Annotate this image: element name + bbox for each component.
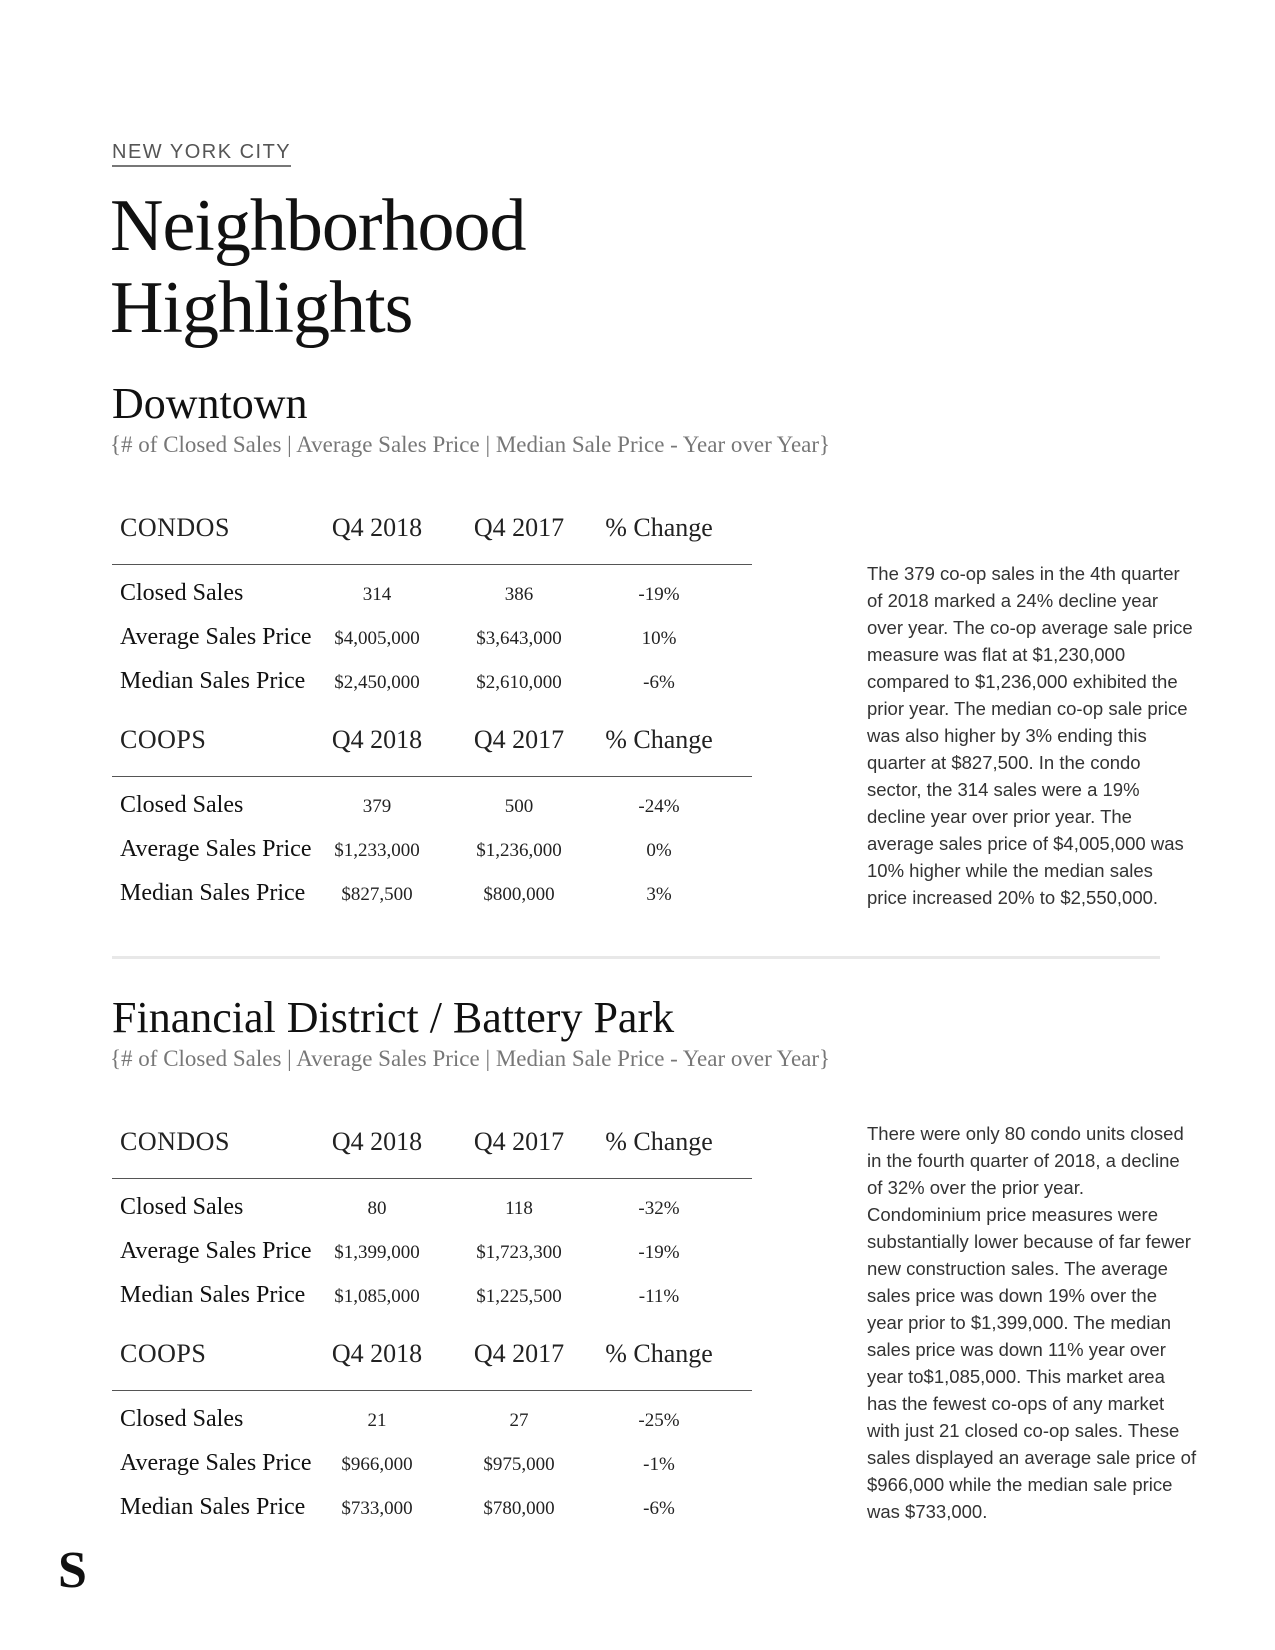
value-q4-2018: 314: [362, 584, 392, 605]
table-header: [112, 1121, 752, 1179]
value-q4-2018: $827,500: [341, 884, 413, 905]
table-row: [112, 1487, 752, 1531]
downtown-narrative: The 379 co-op sales in the 4th quarter of 2018 marked a 24% decline year over year. The co-op average sale price measure was flat at $1,230,000 compared to $1,236,000 exhibited the prior year. The median co-op sale price was also higher by 3% ending this quarter at $827,500. In the condo sector, the 314 sales were a 19% decline year over prior year. The average sales price of $4,005,000 was 10% higher while the median sales price increased 20% to $2,550,000.: [867, 563, 1193, 908]
value-change: -24%: [638, 796, 680, 817]
section-subtitle-downtown: {# of Closed Sales | Average Sales Price | Median Sale Price - Year over Year}: [110, 432, 831, 457]
table-category-label: CONDOS: [120, 1127, 230, 1156]
page-title: [110, 185, 526, 349]
value-q4-2017: 386: [504, 584, 534, 605]
value-change: -6%: [643, 1498, 675, 1519]
fidi-condos-table: [112, 1121, 752, 1319]
downtown-coops-table: [112, 719, 752, 917]
table-row: [112, 1275, 752, 1319]
table-row: [112, 617, 752, 661]
financial-district-narrative: There were only 80 condo units closed in the fourth quarter of 2018, a decline of 32% over the prior year. Condominium price measures were substantially lower because of far fewer new construction sales. The average sales price was down 19% over the year prior to $1,399,000. The median sales price was down 11% year over year to$1,085,000. This market area has the fewest co-ops of any market with just 21 closed co-op sales. These sales displayed an average sale price of $966,000 while the median sale price was $733,000.: [867, 1123, 1197, 1522]
table-row: [112, 1187, 752, 1231]
value-q4-2018: $1,085,000: [334, 1286, 420, 1307]
column-header-q4-2018: Q4 2018: [331, 1127, 423, 1156]
brand-logo: S: [58, 1542, 87, 1599]
value-q4-2018: 21: [367, 1410, 387, 1431]
row-label: Average Sales Price: [120, 1450, 312, 1476]
value-q4-2017: 500: [504, 796, 534, 817]
column-header-change: % Change: [605, 513, 713, 542]
table-header: [112, 507, 752, 565]
table-row: [112, 829, 752, 873]
column-header-q4-2018: Q4 2018: [331, 513, 423, 542]
column-header-q4-2017: Q4 2017: [473, 1127, 565, 1156]
row-label: Closed Sales: [120, 792, 244, 818]
value-q4-2017: $800,000: [483, 884, 555, 905]
table-row: [112, 1399, 752, 1443]
eyebrow-label: NEW YORK CITY: [112, 142, 291, 167]
value-q4-2017: $1,236,000: [476, 840, 562, 861]
row-label: Median Sales Price: [120, 1282, 306, 1308]
row-label: Closed Sales: [120, 580, 244, 606]
table-header: [112, 719, 752, 777]
value-q4-2017: $2,610,000: [476, 672, 562, 693]
page-title-line-2: Highlights: [110, 267, 413, 349]
value-q4-2018: $966,000: [341, 1454, 413, 1475]
section-subtitle-financial-district: {# of Closed Sales | Average Sales Price | Median Sale Price - Year over Year}: [110, 1046, 831, 1071]
value-q4-2017: 27: [509, 1410, 529, 1431]
value-change: -1%: [643, 1454, 675, 1475]
section-heading-downtown: Downtown: [112, 379, 308, 428]
column-header-change: % Change: [605, 1127, 713, 1156]
table-category-label: COOPS: [120, 1339, 207, 1368]
value-q4-2017: $1,225,500: [476, 1286, 562, 1307]
value-q4-2018: 379: [362, 796, 392, 817]
value-q4-2018: $2,450,000: [334, 672, 420, 693]
value-change: -19%: [638, 584, 680, 605]
downtown-condos-table: [112, 507, 752, 705]
row-label: Median Sales Price: [120, 668, 306, 694]
value-change: 10%: [641, 628, 677, 649]
value-q4-2017: $3,643,000: [476, 628, 562, 649]
column-header-q4-2017: Q4 2017: [473, 725, 565, 754]
value-q4-2018: $1,233,000: [334, 840, 420, 861]
value-q4-2018: $733,000: [341, 1498, 413, 1519]
table-category-label: COOPS: [120, 725, 207, 754]
column-header-q4-2017: Q4 2017: [473, 513, 565, 542]
table-row: [112, 873, 752, 917]
column-header-q4-2018: Q4 2018: [331, 725, 423, 754]
row-label: Closed Sales: [120, 1194, 244, 1220]
value-change: -11%: [638, 1286, 680, 1307]
value-q4-2018: $1,399,000: [334, 1242, 420, 1263]
row-label: Average Sales Price: [120, 1238, 312, 1264]
column-header-change: % Change: [605, 725, 713, 754]
value-change: 3%: [646, 884, 672, 905]
row-label: Closed Sales: [120, 1406, 244, 1432]
value-q4-2017: $780,000: [483, 1498, 555, 1519]
value-q4-2018: $4,005,000: [334, 628, 420, 649]
value-change: -6%: [643, 672, 675, 693]
column-header-q4-2018: Q4 2018: [331, 1339, 423, 1368]
value-change: -32%: [638, 1198, 680, 1219]
table-row: [112, 573, 752, 617]
row-label: Average Sales Price: [120, 624, 312, 650]
value-q4-2017: $1,723,300: [476, 1242, 562, 1263]
row-label: Average Sales Price: [120, 836, 312, 862]
row-label: Median Sales Price: [120, 1494, 306, 1520]
column-header-q4-2017: Q4 2017: [473, 1339, 565, 1368]
table-category-label: CONDOS: [120, 513, 230, 542]
fidi-coops-table: [112, 1333, 752, 1531]
value-change: 0%: [646, 840, 672, 861]
value-q4-2017: 118: [505, 1198, 533, 1219]
column-header-change: % Change: [605, 1339, 713, 1368]
value-q4-2018: 80: [367, 1198, 387, 1219]
section-divider: [112, 956, 1160, 959]
table-row: [112, 1231, 752, 1275]
table-header: [112, 1333, 752, 1391]
row-label: Median Sales Price: [120, 880, 306, 906]
value-change: -25%: [638, 1410, 680, 1431]
value-q4-2017: $975,000: [483, 1454, 555, 1475]
table-row: [112, 785, 752, 829]
section-heading-financial-district: Financial District / Battery Park: [112, 993, 675, 1042]
table-row: [112, 1443, 752, 1487]
table-row: [112, 661, 752, 705]
value-change: -19%: [638, 1242, 680, 1263]
page-title-line-1: Neighborhood: [110, 185, 526, 267]
